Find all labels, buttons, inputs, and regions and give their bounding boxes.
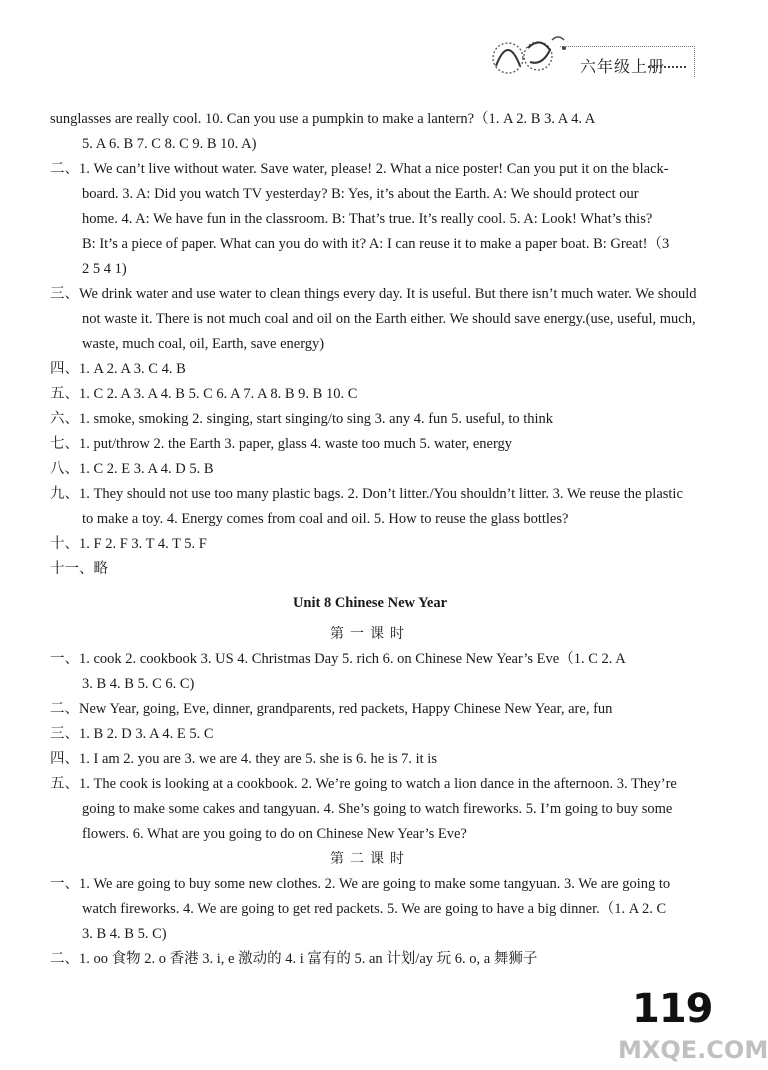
answer-line: watch fireworks. 4. We are going to get red packets. 5. We are going to have a big dinner.（1. A 2. C bbox=[82, 901, 667, 917]
answer-line: 2 5 4 1) bbox=[82, 261, 127, 277]
answer-line: 四、1. A 2. A 3. C 4. B bbox=[50, 361, 186, 377]
grade-label: 六年级上册 bbox=[580, 57, 666, 76]
answer-line: B: It’s a piece of paper. What can you do with it? A: I can reuse it to make a paper boat. B: Great!（3 bbox=[82, 236, 670, 252]
answer-line: 3. B 4. B 5. C 6. C) bbox=[82, 676, 195, 692]
answer-line: 5. A 6. B 7. C 8. C 9. B 10. A) bbox=[82, 136, 257, 152]
answer-line: 五、1. C 2. A 3. A 4. B 5. C 6. A 7. A 8. B 9. B 10. C bbox=[50, 386, 358, 402]
answer-line: 三、1. B 2. D 3. A 4. E 5. C bbox=[50, 726, 214, 742]
answer-content bbox=[50, 107, 697, 972]
answer-line: 十、1. F 2. F 3. T 4. T 5. F bbox=[50, 536, 207, 552]
answer-line: to make a toy. 4. Energy comes from coal and oil. 5. How to reuse the glass bottles? bbox=[82, 511, 569, 527]
watermark: MXQE.COM bbox=[618, 1036, 768, 1064]
answer-line: home. 4. A: We have fun in the classroom. B: That’s true. It’s really cool. 5. A: Look! What’s this? bbox=[82, 211, 653, 227]
answer-line: 九、1. They should not use too many plastic bags. 2. Don’t litter./You shouldn’t litter. 3. We reuse the plastic bbox=[50, 486, 683, 502]
answer-line: 七、1. put/throw 2. the Earth 3. paper, glass 4. waste too much 5. water, energy bbox=[50, 436, 513, 452]
answer-line: board. 3. A: Did you watch TV yesterday? B: Yes, it’s about the Earth. A: We should protect our bbox=[82, 186, 639, 202]
page-number: 119 bbox=[632, 986, 713, 1032]
answer-line: going to make some cakes and tangyuan. 4. She’s going to watch fireworks. 5. I’m going to buy some bbox=[82, 801, 673, 817]
answer-line: 三、We drink water and use water to clean things every day. It is useful. But there isn’t much water. We should bbox=[50, 286, 697, 302]
answer-line: 二、1. We can’t live without water. Save water, please! 2. What a nice poster! Can you put it on the black- bbox=[50, 161, 669, 177]
answer-line: 八、1. C 2. E 3. A 4. D 5. B bbox=[50, 461, 214, 477]
answer-line: 一、1. cook 2. cookbook 3. US 4. Christmas Day 5. rich 6. on Chinese New Year’s Eve（1. C 2. A bbox=[50, 651, 626, 667]
answer-line: waste, much coal, oil, Earth, save energy) bbox=[82, 336, 325, 352]
answer-line: 十一、略 bbox=[50, 561, 108, 577]
answer-line: 一、1. We are going to buy some new clothes. 2. We are going to make some tangyuan. 3. We are going to bbox=[50, 876, 671, 892]
answer-line: 六、1. smoke, smoking 2. singing, start singing/to sing 3. any 4. fun 5. useful, to think bbox=[50, 411, 554, 427]
lesson-title: 第二课时 bbox=[330, 851, 410, 867]
answer-line: 3. B 4. B 5. C) bbox=[82, 926, 167, 942]
answer-line: not waste it. There is not much coal and oil on the Earth either. We should save energy.(use, useful, much, bbox=[82, 311, 696, 327]
answer-line: sunglasses are really cool. 10. Can you use a pumpkin to make a lantern?（1. A 2. B 3. A 4. A bbox=[50, 111, 596, 127]
header-dotted-rule bbox=[648, 66, 686, 68]
answer-line: 二、New Year, going, Eve, dinner, grandparents, red packets, Happy Chinese New Year, are, fun bbox=[50, 701, 613, 717]
lesson-title: 第一课时 bbox=[330, 626, 410, 642]
unit-title: Unit 8 Chinese New Year bbox=[292, 595, 448, 611]
answer-line: flowers. 6. What are you going to do on Chinese New Year’s Eve? bbox=[82, 826, 467, 842]
answer-line: 五、1. The cook is looking at a cookbook. 2. We’re going to watch a lion dance in the afternoon. 3. They’re bbox=[50, 776, 677, 792]
answer-line: 二、1. oo 食物 2. o 香港 3. i, e 激动的 4. i 富有的 5. an 计划/ay 玩 6. o, a 舞狮子 bbox=[50, 951, 538, 967]
answer-line: 四、1. I am 2. you are 3. we are 4. they are 5. she is 6. he is 7. it is bbox=[50, 751, 437, 767]
